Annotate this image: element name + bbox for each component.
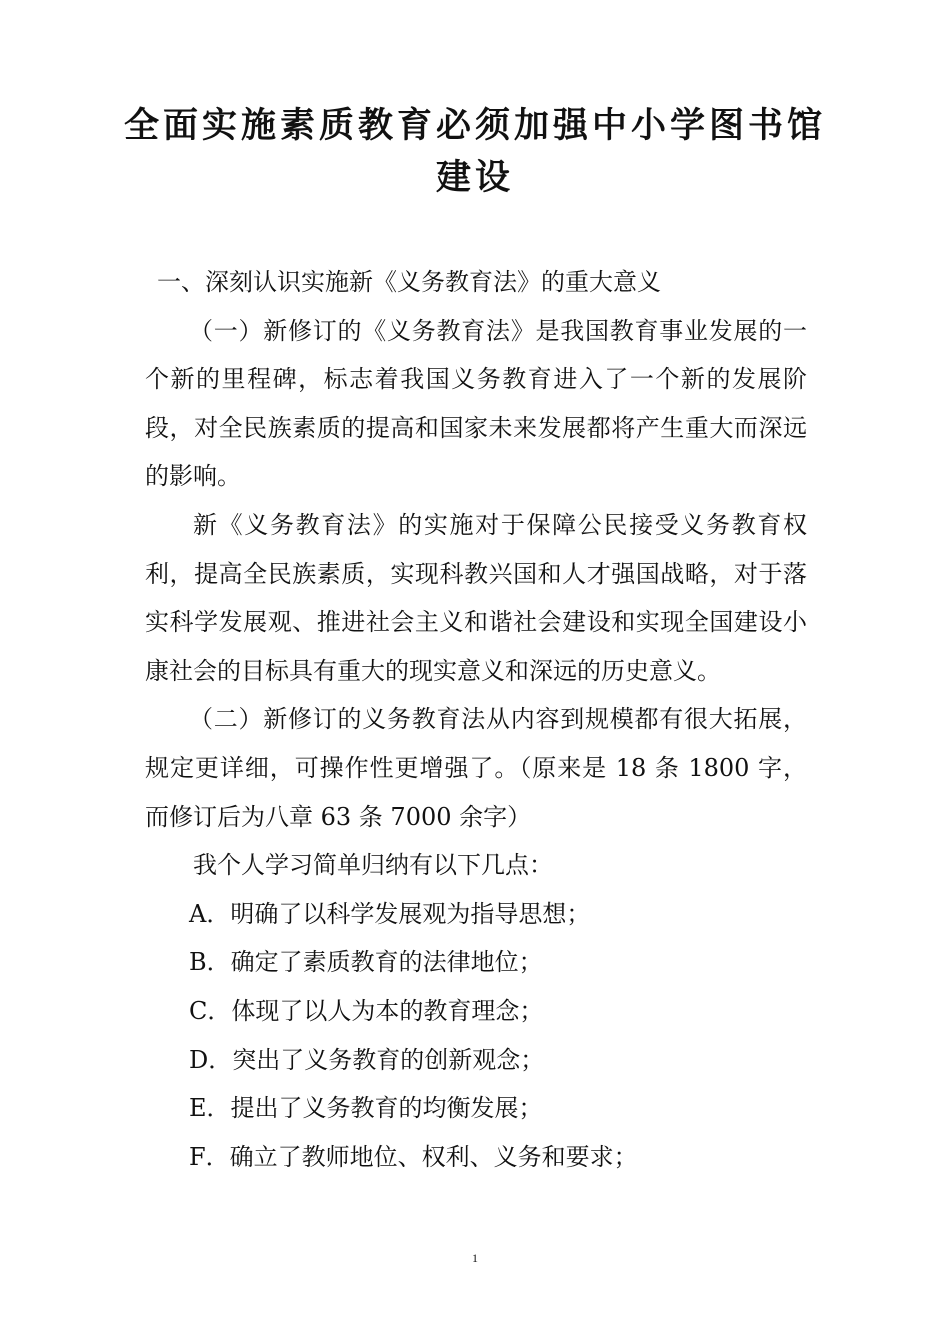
list-item-e: E．提出了义务教育的均衡发展； xyxy=(189,1094,543,1123)
paragraph-3: （二）新修订的义务教育法从内容到规模都有很大拓展，规定更详细，可操作性更增强了。（原来是 18 条 1800 字，而修订后为八章 63 条 7000 余字） xyxy=(145,705,807,831)
list-item-c: C．体现了以人为本的教育理念； xyxy=(189,996,544,1025)
document-body xyxy=(145,258,807,1181)
list-item-d: D．突出了义务教育的创新观念； xyxy=(189,1045,545,1074)
document-title-line-1: 全面实施素质教育必须加强中小学图书馆 xyxy=(123,105,826,146)
list-item-f: F．确立了教师地位、权利、义务和要求； xyxy=(189,1142,638,1171)
paragraph-1: （一）新修订的《义务教育法》是我国教育事业发展的一个新的里程碑，标志着我国义务教育进入了一个新的发展阶段，对全民族素质的提高和国家未来发展都将产生重大而深远的影响。 xyxy=(145,316,807,491)
list-item-a: A．明确了以科学发展观为指导思想； xyxy=(189,899,591,928)
page-number: 1 xyxy=(472,1251,478,1265)
paragraph-2: 新《义务教育法》的实施对于保障公民接受义务教育权利，提高全民族素质，实现科教兴国和人才强国战略，对于落实科学发展观、推进社会主义和谐社会建设和实现全国建设小康社会的目标具有重大的现实意义和深远的历史意义。 xyxy=(145,510,807,685)
document-title-line-2: 建设 xyxy=(435,157,514,198)
section-heading: 一、深刻认识实施新《义务教育法》的重大意义 xyxy=(157,268,661,296)
paragraph-4: 我个人学习简单归纳有以下几点： xyxy=(193,851,553,880)
list-item-b: B．确定了素质教育的法律地位； xyxy=(189,948,543,977)
